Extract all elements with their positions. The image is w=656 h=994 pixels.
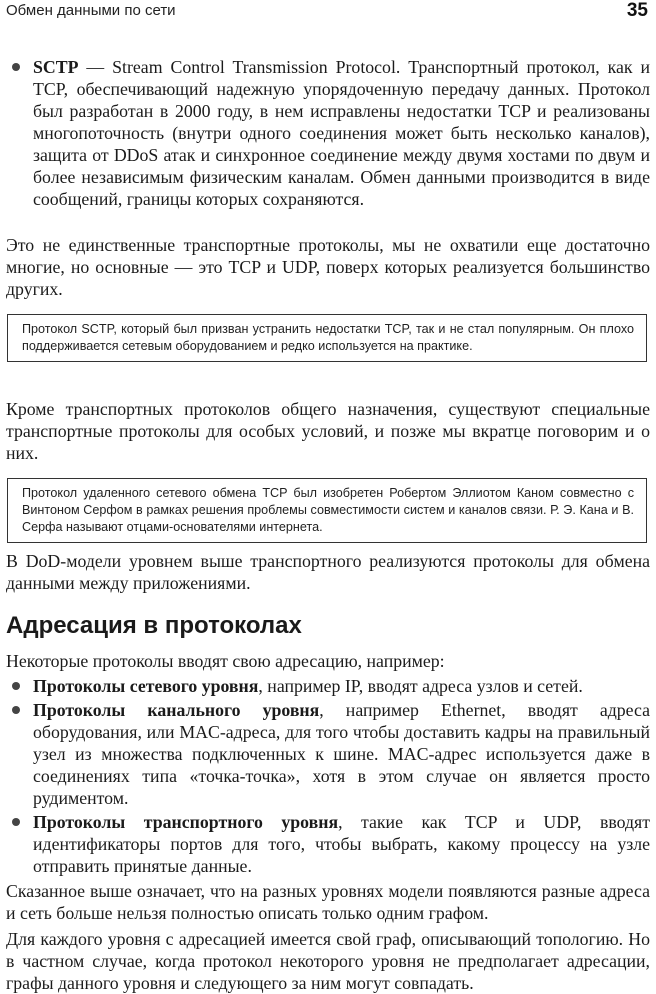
list-item: [6, 675, 650, 697]
list-item-term: SCTP: [33, 57, 79, 77]
page-number: 35: [626, 0, 648, 21]
bullet-icon: [12, 706, 20, 714]
list-item-text: , например IP, вводят адреса узлов и сетей.: [258, 676, 583, 696]
sctp-list: [6, 56, 650, 210]
list-item: [6, 811, 650, 877]
list-item-term: Протоколы канального уровня: [33, 700, 320, 720]
list-item-text: , такие как TCP и UDP, вводят идентификаторы портов для того, чтобы выбрать, какому процессу на узле отправить принятые данные.: [33, 812, 650, 876]
paragraph: Для каждого уровня с адресацией имеется свой граф, описывающий топологию. Но в частном случае, когда протокол некоторого уровня не предполагает адресации, графы данного уровня и следующего за ним могут совпадать.: [6, 929, 650, 993]
bullet-icon: [12, 63, 20, 71]
list-item-term: Протоколы сетевого уровня: [33, 676, 259, 696]
list-item: [6, 699, 650, 809]
list-item-term: Протоколы транспортного уровня: [33, 812, 339, 832]
addressing-list: [6, 675, 650, 877]
paragraph: Сказанное выше означает, что на разных уровнях модели появляются разные адреса и сеть больше нельзя полностью описать только одним графом.: [6, 881, 650, 923]
paragraph: Это не единственные транспортные протоколы, мы не охватили еще достаточно многие, но основные — это TCP и UDP, поверх которых реализуется большинство других.: [6, 235, 650, 299]
paragraph: В DoD-модели уровнем выше транспортного реализуются протоколы для обмена данными между приложениями.: [6, 551, 650, 593]
bullet-icon: [12, 818, 20, 826]
list-item-text: — Stream Control Transmission Protocol. Транспортный протокол, как и TCP, обеспечивающий надежную упорядоченную передачу данных. Протокол был разработан в 2000 году, в нем исправлены недостатки TCP и реализованы многопоточность (внутри одного соединения может быть несколько каналов), защита от DDoS атак и синхронное соединение между двумя хостами по двум и более независимым физическим каналам. Обмен данными производится в виде сообщений, границы которых сохраняются.: [33, 57, 650, 209]
paragraph: Некоторые протоколы вводят свою адресацию, например:: [6, 651, 445, 671]
paragraph: Кроме транспортных протоколов общего назначения, существуют специальные транспортные протоколы для особых условий, и позже мы вкратце поговорим и о них.: [6, 399, 650, 463]
running-section-title: Обмен данными по сети: [6, 2, 176, 19]
note-box: Протокол удаленного сетевого обмена TCP был изобретен Робертом Эллиотом Каном совместно с Винтоном Серфом в рамках решения проблемы совместимости систем и каналов связи. Р. Э. Кана и В. Серфа называют отцами-основателями интернета.: [7, 478, 647, 543]
list-item: [6, 56, 650, 210]
page-header: [0, 0, 656, 24]
list-item-text: , например Ethernet, вводят адреса оборудования, или MAC-адреса, для того чтобы доставить кадры на правильный узел из множества подключенных к шине. MAC-адрес используется даже в соединениях типа «точка-точка», хотя в этом случае он является просто рудиментом.: [33, 700, 650, 808]
bullet-icon: [12, 682, 20, 690]
section-heading: Адресация в протоколах: [6, 612, 302, 639]
note-box: Протокол SCTP, который был призван устранить недостатки TCP, так и не стал популярным. Он плохо поддерживается сетевым оборудованием и редко используется на практике.: [7, 314, 647, 362]
